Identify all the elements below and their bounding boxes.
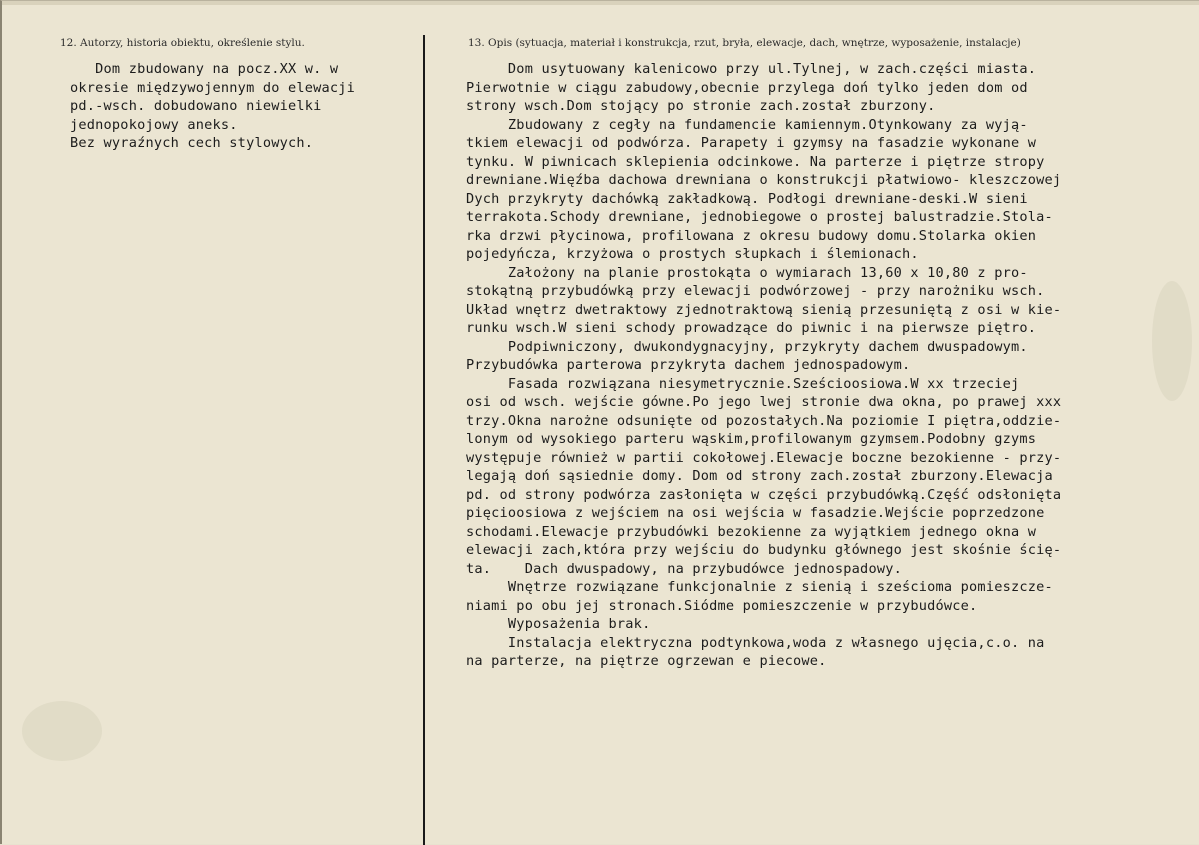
typed-line: Założony na planie prostokąta o wymiarach 13,60 x 10,80 z pro- bbox=[466, 264, 1028, 281]
typed-line: strony wsch.Dom stojący po stronie zach.został zburzony. bbox=[466, 98, 936, 114]
typed-line: Wyposażenia brak. bbox=[466, 616, 651, 632]
typed-line: terrakota.Schody drewniane, jednobiegowe o prostej balustradzie.Stola- bbox=[466, 209, 1053, 225]
typed-line: Wnętrze rozwiązane funkcjonalnie z sienią i sześcioma pomieszcze- bbox=[466, 579, 1053, 595]
paper-stain bbox=[1152, 281, 1192, 401]
section-13-header: 13. Opis (sytuacja, materiał i konstrukcja, rzut, bryła, elewacje, dach, wnętrze, wyposażenie, instalacje) bbox=[468, 37, 1021, 49]
typed-line: Zbudowany z cegły na fundamencie kamiennym.Otynkowany za wyją- bbox=[466, 116, 1028, 133]
typed-line: okresie międzywojennym do elewacji bbox=[70, 79, 356, 96]
typed-line: trzy.Okna narożne odsunięte od pozostałych.Na poziomie I piętra,oddzie- bbox=[466, 412, 1062, 429]
typed-line: runku wsch.W sieni schody prowadzące do piwnic i na pierwsze piętro. bbox=[466, 320, 1037, 336]
card-top-edge bbox=[2, 1, 1199, 5]
typed-line: Instalacja elektryczna podtynkowa,woda z własnego ujęcia,c.o. na bbox=[466, 634, 1045, 651]
typed-line: Bez wyraźnych cech stylowych. bbox=[70, 135, 314, 151]
section-12-body bbox=[70, 60, 355, 153]
typed-line: drewniane.Więźba dachowa drewniana o konstrukcji płatwiowo- kleszczowej bbox=[466, 172, 1062, 188]
typed-line: jednopokojowy aneks. bbox=[70, 116, 238, 133]
typed-line: Dom usytuowany kalenicowo przy ul.Tylnej, w zach.części miasta. bbox=[466, 61, 1037, 77]
typed-line: Układ wnętrz dwetraktowy zjednotraktową sienią przesuniętą z osi w kie- bbox=[466, 301, 1062, 318]
typed-line: Dom zbudowany na pocz.XX w. w bbox=[70, 61, 339, 77]
section-12-header: 12. Autorzy, historia obiektu, określenie stylu. bbox=[60, 37, 305, 49]
section-13-body bbox=[466, 60, 1061, 671]
typed-line: elewacji zach,która przy wejściu do budynku głównego jest skośnie ścię- bbox=[466, 542, 1062, 558]
typed-line: tynku. W piwnicach sklepienia odcinkowe. Na parterze i piętrze stropy bbox=[466, 153, 1045, 170]
typed-line: schodami.Elewacje przybudówki bezokienne za wyjątkiem jednego okna w bbox=[466, 523, 1037, 540]
typed-line: pięcioosiowa z wejściem na osi wejścia w fasadzie.Wejście poprzedzone bbox=[466, 505, 1045, 521]
typed-line: Podpiwniczony, dwukondygnacyjny, przykryty dachem dwuspadowym. bbox=[466, 338, 1028, 355]
typed-line: Dych przykryty dachówką zakładkową. Podłogi drewniane-deski.W sieni bbox=[466, 190, 1028, 207]
typed-line: Fasada rozwiązana niesymetrycznie.Sześcioosiowa.W xx trzeciej bbox=[466, 375, 1020, 392]
column-divider bbox=[423, 35, 425, 845]
typed-line: lonym od wysokiego parteru wąskim,profilowanym gzymsem.Podobny gzyms bbox=[466, 431, 1037, 447]
paper-stain bbox=[22, 701, 102, 761]
typed-line: pd. od strony podwórza zasłonięta w części przybudówką.Część odsłonięta bbox=[466, 486, 1062, 503]
typed-line: Pierwotnie w ciągu zabudowy,obecnie przylega doń tylko jeden dom od bbox=[466, 79, 1028, 96]
typed-line: legają doń sąsiednie domy. Dom od strony zach.został zburzony.Elewacja bbox=[466, 468, 1053, 484]
typed-line: Przybudówka parterowa przykryta dachem jednospadowym. bbox=[466, 357, 911, 373]
typed-line: osi od wsch. wejście gówne.Po jego lwej stronie dwa okna, po prawej xxx bbox=[466, 394, 1062, 410]
typed-line: na parterze, na piętrze ogrzewan e piecowe. bbox=[466, 653, 827, 669]
typed-line: rka drzwi płycinowa, profilowana z okresu budowy domu.Stolarka okien bbox=[466, 227, 1037, 244]
typed-line: stokątną przybudówką przy elewacji podwórzowej - przy narożniku wsch. bbox=[466, 283, 1045, 299]
typed-line: ta. Dach dwuspadowy, na przybudówce jednospadowy. bbox=[466, 560, 902, 577]
typed-line: pd.-wsch. dobudowano niewielki bbox=[70, 98, 322, 114]
typed-line: niami po obu jej stronach.Siódme pomieszczenie w przybudówce. bbox=[466, 597, 978, 614]
typed-line: tkiem elewacji od podwórza. Parapety i gzymsy na fasadzie wykonane w bbox=[466, 135, 1037, 151]
typed-line: pojedyńcza, krzyżowa o prostych słupkach i ślemionach. bbox=[466, 246, 919, 262]
typed-line: występuje również w partii cokołowej.Elewacje boczne bezokienne - przy- bbox=[466, 449, 1062, 466]
